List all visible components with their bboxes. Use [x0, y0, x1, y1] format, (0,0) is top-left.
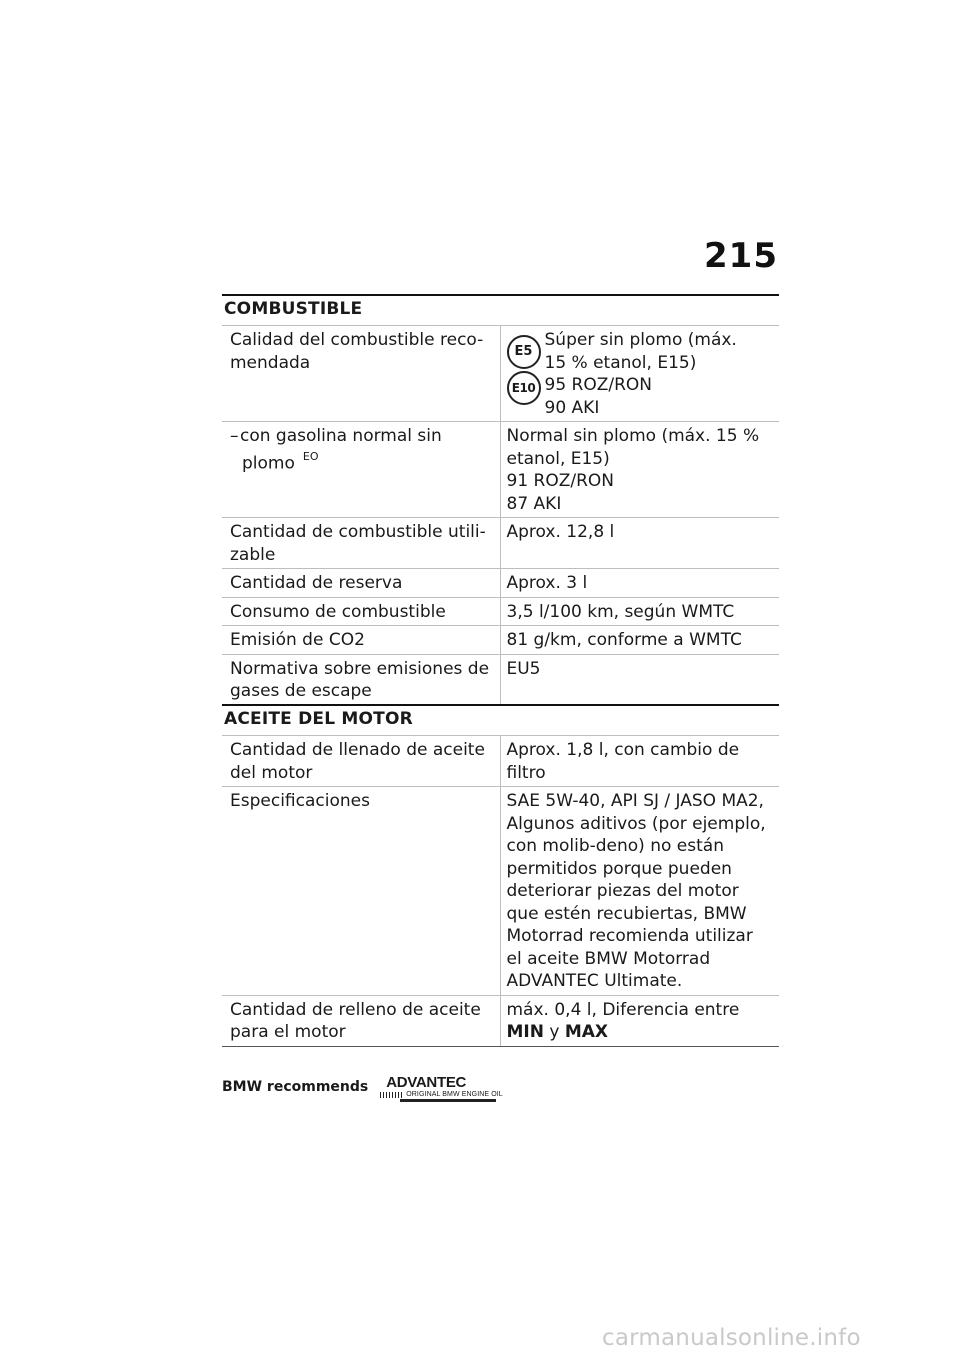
watermark: carmanualsonline.info [602, 1325, 861, 1351]
row-label: Cantidad de reserva [222, 569, 500, 598]
value-line: etanol, E15) [506, 448, 610, 469]
row-value [500, 326, 779, 422]
table-row [222, 597, 779, 626]
row-label: Emisión de CO2 [222, 626, 500, 655]
table-row [222, 326, 779, 422]
value-line: 90 AKI [544, 397, 600, 418]
dash-bullet: – [230, 426, 239, 446]
table-row [222, 518, 779, 569]
row-label: Cantidad de combustible utili-zable [222, 518, 500, 569]
table-row [222, 654, 779, 705]
min-label: MIN [506, 1022, 544, 1042]
recommends-text: BMW recommends [222, 1079, 369, 1095]
row-label: Cantidad de relleno de aceite para el motor [222, 995, 500, 1046]
logo-subtitle: ORIGINAL BMW ENGINE OIL [406, 1091, 503, 1098]
logo-underline [400, 1099, 496, 1102]
bmw-recommends-footer [222, 1075, 503, 1102]
row-label: Consumo de combustible [222, 597, 500, 626]
logo-row [380, 1091, 503, 1099]
row-value: Aprox. 3 l [500, 569, 779, 598]
fuel-section-title: COMBUSTIBLE [224, 299, 363, 319]
row-label: Especificaciones [222, 787, 500, 996]
fuel-badge-group [507, 329, 541, 419]
row-label: Calidad del combustible reco-mendada [222, 326, 500, 422]
fuel-section [222, 294, 779, 706]
conjunction: y [549, 1022, 560, 1042]
value-text: máx. 0,4 l, Diferencia entre [506, 999, 740, 1020]
row-value: 81 g/km, conforme a WMTC [500, 626, 779, 655]
row-value [500, 422, 779, 518]
table-row [222, 422, 779, 518]
table-row [222, 569, 779, 598]
engine-oil-section [222, 704, 779, 1047]
fuel-quality-text [545, 329, 737, 419]
value-line: 87 AKI [506, 493, 562, 514]
row-value: SAE 5W-40, API SJ / JASO MA2, Algunos aditivos (por ejemplo, con molib-deno) no están permitidos porque pueden deteriorar piezas del motor que estén recubiertas, BMW Motorrad recomienda utilizar el aceite BMW Motorrad ADVANTEC Ultimate. [500, 787, 779, 996]
value-line: 15 % etanol, E15) [544, 352, 697, 373]
engine-oil-section-title: ACEITE DEL MOTOR [224, 709, 413, 729]
advantec-logo [380, 1075, 503, 1102]
eo-superscript: EO [302, 449, 319, 463]
row-value: Aprox. 12,8 l [500, 518, 779, 569]
fuel-spec-table [222, 325, 779, 706]
row-label: Cantidad de llenado de aceite del motor [222, 736, 500, 787]
row-value: Aprox. 1,8 l, con cambio de filtro [500, 736, 779, 787]
row-value: EU5 [500, 654, 779, 705]
table-row [222, 995, 779, 1046]
logo-stripes-icon [380, 1092, 404, 1098]
fuel-quality-value [507, 329, 774, 419]
e5-fuel-icon: E5 [507, 335, 541, 369]
table-row [222, 787, 779, 996]
label-line [230, 425, 494, 448]
page-number: 215 [704, 236, 778, 276]
value-line: Normal sin plomo (máx. 15 % [506, 426, 760, 446]
label-line [230, 448, 494, 475]
value-line: Súper sin plomo (máx. [544, 330, 737, 350]
engine-oil-spec-table [222, 735, 779, 1047]
row-label [222, 422, 500, 518]
table-row [222, 626, 779, 655]
row-value: 3,5 l/100 km, según WMTC [500, 597, 779, 626]
label-text: con gasolina normal sin [240, 426, 442, 446]
max-label: MAX [564, 1022, 609, 1042]
row-value [500, 995, 779, 1046]
table-row [222, 736, 779, 787]
value-line: 95 ROZ/RON [544, 375, 653, 395]
e10-fuel-icon: E10 [507, 371, 541, 405]
label-text: plomo [242, 453, 295, 474]
logo-brand: ADVANTEC [386, 1074, 467, 1091]
row-label: Normativa sobre emisiones de gases de escape [222, 654, 500, 705]
value-line: 91 ROZ/RON [506, 471, 615, 491]
